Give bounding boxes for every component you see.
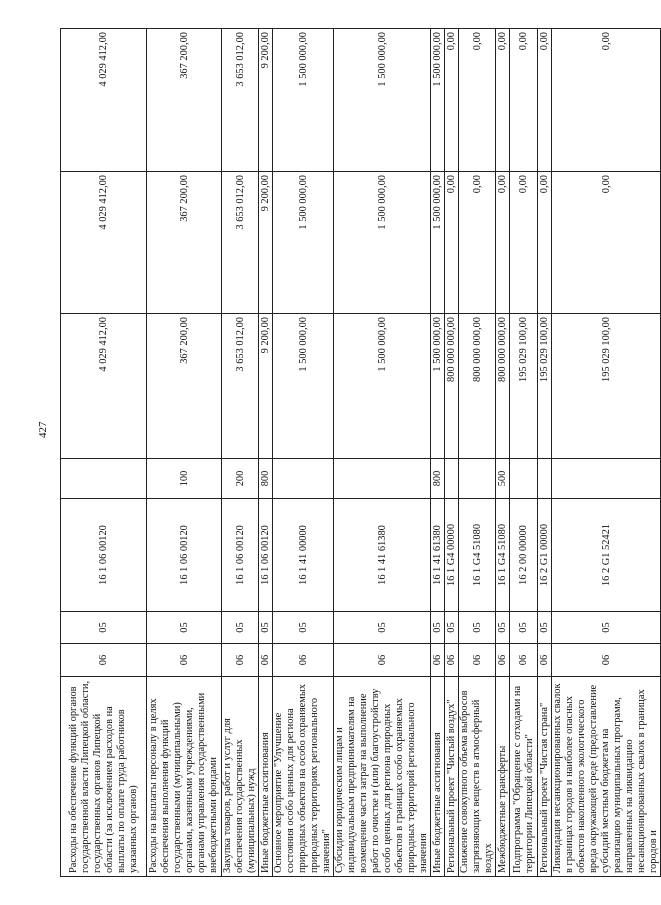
row-amount-year2: 3 653 012,00 — [222, 29, 259, 172]
row-expense-type — [445, 459, 459, 499]
row-section: 06 — [273, 644, 334, 677]
row-subsection: 05 — [431, 612, 445, 644]
row-name: Основное мероприятие "Улучшение состояния особо ценных для региона природных объектов на особо охраняемых природных территориях регионального значения" — [273, 677, 334, 877]
row-expense-type — [510, 459, 538, 499]
table-row — [259, 29, 273, 877]
budget-table-wrapper — [60, 29, 661, 877]
row-target-article: 16 1 41 00000 — [273, 499, 334, 612]
row-expense-type — [334, 459, 431, 499]
row-subsection: 05 — [538, 612, 552, 644]
row-name: Расходы на выплаты персоналу в целях обеспечения выполнения функций государственными (муниципальными) органами, казенными учреждениями, органами управления государственными внебюджетными фондами — [147, 677, 222, 877]
row-section: 06 — [510, 644, 538, 677]
row-amount-year1: 0,00 — [496, 172, 510, 314]
row-expense-type: 100 — [147, 459, 222, 499]
table-row — [147, 29, 222, 877]
table-row — [510, 29, 538, 877]
row-amount-year2: 4 029 412,00 — [61, 29, 147, 172]
row-name: Межбюджетные трансферты — [496, 677, 510, 877]
row-subsection: 05 — [510, 612, 538, 644]
row-amount-year1: 0,00 — [459, 172, 496, 314]
row-amount-year1: 367 200,00 — [147, 172, 222, 314]
table-row — [552, 29, 661, 877]
row-subsection: 05 — [259, 612, 273, 644]
row-name: Субсидии юридическим лицам и индивидуальным предпринимателям на возмещение части затрат на выполнение работ по очистке и (или) благоустройству особо ценных для региона природных объектов в границах особо охраняемых природных территорий регионального значения — [334, 677, 431, 877]
row-amount-year1: 1 500 000,00 — [273, 172, 334, 314]
table-row — [61, 29, 147, 877]
row-amount: 9 200,00 — [259, 314, 273, 459]
row-name: Региональный проект "Чистая страна" — [538, 677, 552, 877]
row-amount-year1: 4 029 412,00 — [61, 172, 147, 314]
row-amount-year2: 367 200,00 — [147, 29, 222, 172]
table-row — [459, 29, 496, 877]
row-amount-year2: 0,00 — [445, 29, 459, 172]
row-subsection: 05 — [445, 612, 459, 644]
row-expense-type — [459, 459, 496, 499]
row-amount: 367 200,00 — [147, 314, 222, 459]
row-target-article: 16 1 06 00120 — [61, 499, 147, 612]
row-name: Расходы на обеспечение функций органов государственной власти Липецкой области, государственных органов Липецкой области (за исключением расходов на выплаты по оплате труда работников указанных органов) — [61, 677, 147, 877]
table-row — [222, 29, 259, 877]
row-target-article: 16 1 41 61380 — [334, 499, 431, 612]
row-name: Ликвидация несанкционированных свалок в границах городов и наиболее опасных объектов накопленного экологического вреда окружающей среде (предоставление субсидий местным бюджетам на реализацию муниципальных программ, направленных на ликвидацию несанкционированных свалок в границах городов и — [552, 677, 661, 877]
row-amount: 800 000 000,00 — [459, 314, 496, 459]
row-amount-year2: 0,00 — [552, 29, 661, 172]
row-amount: 195 029 100,00 — [510, 314, 538, 459]
row-subsection: 05 — [61, 612, 147, 644]
row-expense-type — [273, 459, 334, 499]
row-target-article: 16 1 06 00120 — [222, 499, 259, 612]
row-expense-type: 200 — [222, 459, 259, 499]
row-name: Иные бюджетные ассигнования — [431, 677, 445, 877]
row-section: 06 — [147, 644, 222, 677]
row-subsection: 05 — [334, 612, 431, 644]
row-amount-year2: 1 500 000,00 — [334, 29, 431, 172]
row-amount: 4 029 412,00 — [61, 314, 147, 459]
row-amount-year2: 0,00 — [459, 29, 496, 172]
row-section: 06 — [431, 644, 445, 677]
row-amount-year1: 0,00 — [445, 172, 459, 314]
row-amount-year2: 0,00 — [538, 29, 552, 172]
row-name: Иные бюджетные ассигнования — [259, 677, 273, 877]
row-subsection: 05 — [147, 612, 222, 644]
row-amount-year1: 0,00 — [552, 172, 661, 314]
row-section: 06 — [334, 644, 431, 677]
row-amount: 1 500 000,00 — [334, 314, 431, 459]
row-subsection: 05 — [273, 612, 334, 644]
table-row — [431, 29, 445, 877]
row-target-article: 16 1 G4 00000 — [445, 499, 459, 612]
row-target-article: 16 1 06 00120 — [259, 499, 273, 612]
row-amount-year1: 0,00 — [538, 172, 552, 314]
row-section: 06 — [459, 644, 496, 677]
row-expense-type — [538, 459, 552, 499]
row-amount-year2: 1 500 000,00 — [273, 29, 334, 172]
row-section: 06 — [496, 644, 510, 677]
row-target-article: 16 1 41 61380 — [431, 499, 445, 612]
row-target-article: 16 1 G4 51080 — [496, 499, 510, 612]
row-section: 06 — [538, 644, 552, 677]
row-expense-type: 800 — [431, 459, 445, 499]
table-row — [538, 29, 552, 877]
table-row — [273, 29, 334, 877]
row-amount-year1: 0,00 — [510, 172, 538, 314]
row-amount-year1: 9 200,00 — [259, 172, 273, 314]
page-number: 427 — [37, 421, 49, 438]
row-expense-type — [552, 459, 661, 499]
row-target-article: 16 1 G4 51080 — [459, 499, 496, 612]
table-row — [445, 29, 459, 877]
row-amount-year2: 1 500 000,00 — [431, 29, 445, 172]
row-target-article: 16 2 G1 52421 — [552, 499, 661, 612]
row-expense-type: 800 — [259, 459, 273, 499]
row-name: Снижение совокупного объема выбросов загрязняющих веществ в атмосферный воздух — [459, 677, 496, 877]
row-target-article: 16 1 06 00120 — [147, 499, 222, 612]
row-section: 06 — [552, 644, 661, 677]
row-subsection: 05 — [496, 612, 510, 644]
row-amount-year1: 1 500 000,00 — [334, 172, 431, 314]
row-section: 06 — [259, 644, 273, 677]
row-amount-year2: 0,00 — [496, 29, 510, 172]
row-section: 06 — [222, 644, 259, 677]
row-name: Закупка товаров, работ и услуг для обеспечения государственных (муниципальных) нужд — [222, 677, 259, 877]
row-target-article: 16 2 G1 00000 — [538, 499, 552, 612]
row-amount-year2: 0,00 — [510, 29, 538, 172]
row-subsection: 05 — [552, 612, 661, 644]
row-amount: 1 500 000,00 — [431, 314, 445, 459]
row-target-article: 16 2 00 00000 — [510, 499, 538, 612]
row-amount: 800 000 000,00 — [445, 314, 459, 459]
table-row — [496, 29, 510, 877]
row-amount: 800 000 000,00 — [496, 314, 510, 459]
row-name: Региональный проект "Чистый воздух" — [445, 677, 459, 877]
budget-table — [60, 28, 661, 877]
row-section: 06 — [61, 644, 147, 677]
row-expense-type — [61, 459, 147, 499]
row-amount: 1 500 000,00 — [273, 314, 334, 459]
row-amount-year1: 3 653 012,00 — [222, 172, 259, 314]
row-subsection: 05 — [222, 612, 259, 644]
row-amount: 195 029 100,00 — [552, 314, 661, 459]
row-subsection: 05 — [459, 612, 496, 644]
row-name: Подпрограмма "Обращение с отходами на территории Липецкой области" — [510, 677, 538, 877]
row-amount-year2: 9 200,00 — [259, 29, 273, 172]
row-amount-year1: 1 500 000,00 — [431, 172, 445, 314]
budget-table-body — [61, 29, 661, 877]
row-amount: 3 653 012,00 — [222, 314, 259, 459]
row-amount: 195 029 100,00 — [538, 314, 552, 459]
row-expense-type: 500 — [496, 459, 510, 499]
table-row — [334, 29, 431, 877]
row-section: 06 — [445, 644, 459, 677]
